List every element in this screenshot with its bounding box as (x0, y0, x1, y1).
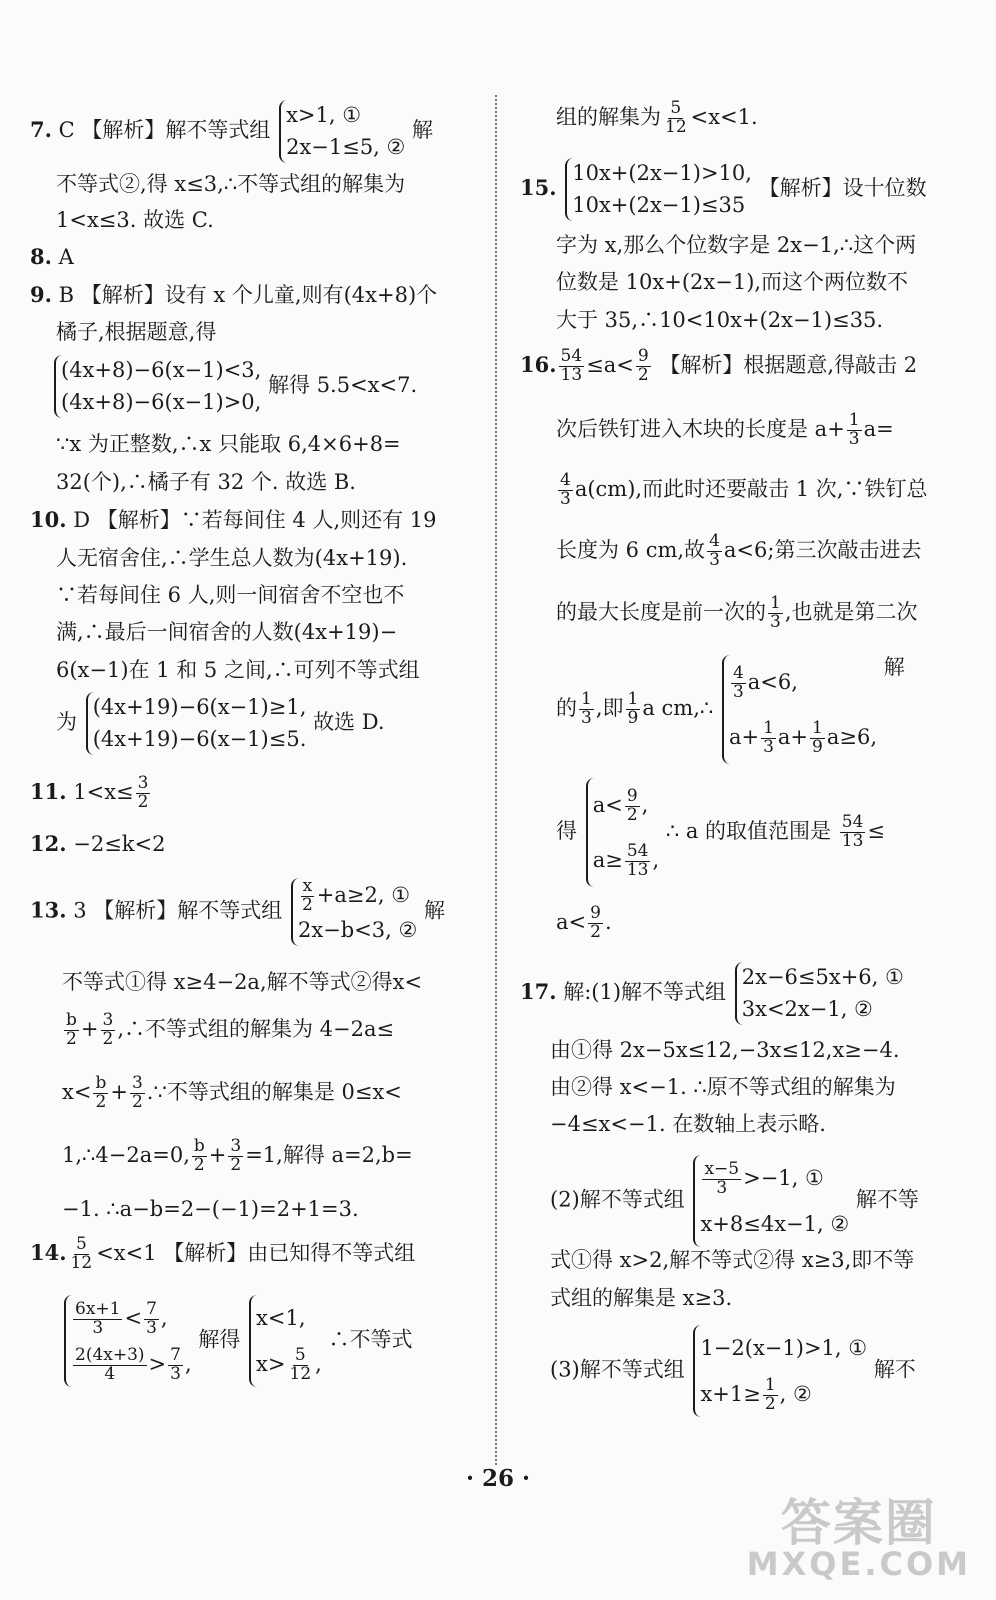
frac-num: 9 (590, 903, 601, 923)
q13-text: 3 【解析】解不等式组 (73, 898, 283, 923)
q17-line2: 由①得 2x−5x≤12,−3x≤12,x≥−4. (550, 1038, 900, 1062)
text: ≤ (867, 819, 885, 844)
q14-number: 14. (30, 1239, 67, 1265)
frac-den: 2 (590, 921, 601, 942)
text: , (641, 793, 649, 817)
text: a<6, (747, 670, 798, 694)
frac-den: 2 (193, 1154, 205, 1175)
q10-line4: 满,∴最后一间宿舍的人数(4x+19)− (56, 620, 398, 644)
q7-ineq2: 2x−1≤5, ② (286, 134, 406, 159)
frac-den: 3 (848, 428, 860, 449)
q17-ineq2: 3x<2x−1, ② (741, 996, 873, 1021)
frac-den: 3 (732, 682, 744, 702)
frac-num: x−5 (704, 1159, 740, 1180)
fraction (130, 1075, 145, 1112)
q8-number: 8. (30, 244, 52, 269)
frac-num: 9 (626, 786, 638, 807)
q10-line5: 6(x−1)在 1 和 5 之间,∴可列不等式组 (56, 658, 420, 682)
q12 (30, 832, 165, 856)
q7-post: 解 (412, 118, 434, 142)
frac-den: 2 (131, 1091, 143, 1112)
text: 组的解集为 (556, 104, 661, 129)
q17-system3 (693, 1325, 867, 1417)
q13-line2: 不等式①得 x≥4−2a,解不等式②得x< (62, 970, 423, 994)
q15-ineq1: 10x+(2x−1)>10, (572, 161, 752, 185)
q10-pre: 为 (56, 710, 77, 734)
frac-num: 1 (770, 593, 781, 613)
text: >−1, ① (743, 1166, 824, 1190)
q14-mid: 解得 (198, 1327, 241, 1352)
q17-line1 (520, 962, 904, 1025)
fraction (810, 717, 825, 757)
q9-solution: 解得 5.5<x<7. (268, 373, 418, 397)
frac-num: 7 (146, 1299, 157, 1320)
q15-text: 【解析】设十位数 (758, 176, 927, 200)
q16-line6 (556, 655, 905, 764)
frac-den: 13 (560, 364, 583, 385)
fraction (840, 814, 866, 851)
frac-den: 3 (146, 1318, 157, 1338)
q12-answer: −2≤k<2 (73, 832, 166, 856)
frac-num: 4 (732, 663, 744, 684)
frac-num: 1 (848, 410, 860, 430)
frac-den: 12 (289, 1364, 312, 1385)
text: 长度为 6 cm,故 (556, 537, 706, 562)
q16-number: 16. (520, 351, 557, 377)
q14-system-line (62, 1295, 413, 1387)
q15-system (565, 158, 752, 221)
frac-den: 13 (626, 859, 649, 880)
q17-number: 17. (520, 979, 557, 1004)
frac-den: 3 (170, 1364, 181, 1385)
frac-num: 4 (709, 531, 720, 551)
fraction (847, 412, 862, 449)
fraction (144, 1301, 159, 1338)
text: 解不 (873, 1357, 916, 1382)
q13-number: 13. (30, 897, 67, 923)
text: x< (62, 1079, 92, 1104)
text: 得 (556, 819, 577, 844)
frac-num: b (66, 1010, 77, 1030)
text: ,∴不等式组的解集为 4−2a≤ (117, 1016, 395, 1041)
q10-number: 10. (30, 507, 67, 532)
text: 的最大长度是前一次的 (556, 599, 766, 624)
text: ≤a< (586, 352, 634, 377)
q17-line4: −4≤x<−1. 在数轴上表示略. (550, 1112, 826, 1136)
fraction (73, 1301, 122, 1338)
frac-num: 54 (841, 812, 864, 833)
fraction (625, 788, 640, 825)
q9-line2: 橘子,根据题意,得 (56, 320, 217, 344)
frac-den: 9 (812, 736, 823, 757)
fraction (558, 472, 573, 509)
q15-ineq2: 10x+(2x−1)≤35 (572, 192, 746, 217)
text: a= (863, 416, 894, 441)
q13-line6: −1. ∴a−b=2−(−1)=2+1=3. (62, 1197, 359, 1221)
q10-line3: ∵若每间住 6 人,则一间宿舍不空也不 (56, 583, 405, 607)
frac-den: 9 (627, 708, 639, 729)
text: x> (256, 1352, 286, 1377)
frac-den: 3 (763, 736, 774, 757)
frac-den: 2 (95, 1091, 107, 1112)
frac-num: 3 (131, 1073, 143, 1093)
frac-den: 3 (716, 1178, 728, 1198)
q17-system1 (735, 962, 904, 1025)
fraction (300, 878, 315, 915)
q16-line5 (556, 595, 918, 632)
watermark-text-bottom: MXQE.COM (746, 1545, 971, 1583)
plus: + (110, 1079, 128, 1104)
q17-ineq1: 2x−6≤5x+6, ① (741, 965, 904, 989)
fraction (588, 905, 603, 942)
q16-line8 (556, 905, 612, 942)
plus: + (80, 1016, 99, 1041)
fraction (626, 691, 641, 728)
fraction (761, 717, 776, 757)
q16-line1 (520, 348, 917, 385)
frac-den: 2 (626, 805, 638, 825)
q15-line4: 大于 35,∴10<10x+(2x−1)≤35. (556, 308, 884, 332)
q9-system (54, 355, 261, 418)
frac-den: 2 (102, 1028, 114, 1049)
comma: , (160, 1306, 168, 1330)
q10-post: 故选 D. (313, 710, 385, 734)
q17-part3 (550, 1325, 916, 1417)
fraction (559, 348, 585, 385)
q14-text: <x<1 【解析】由已知得不等式组 (96, 1240, 416, 1265)
frac-num: x (302, 876, 313, 896)
q16-line2 (556, 412, 894, 449)
fraction (702, 1161, 741, 1198)
plus: + (208, 1142, 227, 1167)
page-number: · 26 · (465, 1465, 531, 1492)
q14-continued (556, 100, 758, 137)
text: 解 (883, 655, 905, 679)
text: (2)解不等式组 (550, 1187, 685, 1212)
fraction (101, 1012, 116, 1049)
frac-den: 13 (841, 831, 864, 852)
q9-ineq1: (4x+8)−6(x−1)<3, (61, 358, 262, 382)
q13-line5 (62, 1138, 413, 1175)
watermark-text-top: 答案圈 (780, 1494, 937, 1552)
frac-num: 1 (763, 717, 774, 738)
q16-result-system (586, 778, 659, 887)
fraction (168, 1347, 183, 1384)
frac-den: 3 (581, 708, 592, 729)
text: a≥6, (826, 724, 877, 749)
fraction (579, 691, 594, 728)
text: , (652, 847, 660, 872)
text: x+8≤4x−1, ② (700, 1212, 850, 1237)
q17-part2 (550, 1155, 919, 1247)
q7-line1 (30, 100, 433, 163)
q13-ineq2: 2x−b<3, ② (297, 917, 418, 942)
q17-part1: 解:(1)解不等式组 (563, 980, 727, 1004)
frac-num: 3 (230, 1136, 242, 1156)
fraction (228, 1138, 243, 1175)
text: 1,∴4−2a=0, (62, 1142, 190, 1167)
frac-den: 2 (66, 1028, 77, 1049)
q8 (30, 245, 74, 269)
frac-den: 12 (70, 1252, 93, 1273)
text: a< (592, 793, 623, 817)
fraction (768, 595, 783, 632)
q9-text: B 【解析】设有 x 个儿童,则有(4x+8)个 (58, 283, 438, 307)
q8-answer: A (58, 245, 74, 269)
frac-den: 2 (230, 1154, 242, 1175)
q10-line2: 人无宿舍住,∴学生总人数为(4x+19). (56, 546, 408, 570)
frac-num: 54 (626, 840, 649, 861)
q16-text: 【解析】根据题意,得敲击 2 (659, 352, 918, 377)
fraction (69, 1236, 95, 1273)
comma: , (315, 1352, 322, 1377)
q7-line3: 1<x≤3. 故选 C. (56, 208, 214, 232)
frac-num: 1 (627, 689, 639, 710)
fraction (763, 1377, 778, 1414)
fraction (73, 1347, 147, 1384)
frac-num: 1 (764, 1375, 776, 1396)
q16-line7 (556, 778, 885, 887)
q12-number: 12. (30, 831, 67, 856)
frac-den: 2 (137, 791, 149, 812)
frac-den: 2 (301, 894, 313, 915)
watermark (746, 1494, 971, 1583)
frac-num: 3 (137, 773, 149, 793)
text: . (604, 909, 612, 934)
text: ∴ a 的取值范围是 (665, 819, 832, 844)
frac-num: 54 (560, 346, 583, 366)
q13-line4 (62, 1075, 402, 1112)
text: =1,解得 a=2,b= (245, 1142, 413, 1167)
q10-system-line (56, 692, 385, 755)
text: a<6;第三次敲击进去 (723, 537, 922, 562)
q15-line3: 位数是 10x+(2x−1),而这个两位数不 (556, 270, 909, 294)
frac-num: 3 (102, 1010, 114, 1030)
text: a(cm),而此时还要敲击 1 次,∵铁钉总 (574, 476, 928, 501)
q14-line1 (30, 1236, 415, 1273)
fraction (707, 533, 722, 570)
q13-ineq1: +a≥2, ① (316, 882, 411, 907)
q10-ineq2: (4x+19)−6(x−1)≤5. (92, 726, 307, 751)
frac-den: 2 (764, 1394, 776, 1415)
q10-text: D 【解析】∵若每间住 4 人,则还有 19 (73, 508, 437, 532)
q10-ineq1: (4x+19)−6(x−1)≥1, (92, 695, 307, 719)
text: ,也就是第二次 (784, 599, 918, 624)
q17-line3: 由②得 x<−1. ∴原不等式组的解集为 (550, 1075, 896, 1099)
q7-line2: 不等式②,得 x≤3,∴不等式组的解集为 (56, 172, 406, 196)
text: a+ (728, 724, 760, 749)
q13-system (291, 878, 417, 946)
text: 解不等 (855, 1187, 919, 1212)
frac-num: 4 (560, 470, 571, 490)
text: (3)解不等式组 (550, 1357, 685, 1382)
fraction (625, 840, 651, 880)
q10-system (86, 692, 307, 755)
frac-den: 4 (104, 1364, 116, 1385)
text: a< (556, 909, 587, 934)
q17-system2 (693, 1155, 849, 1247)
q7-text: C 【解析】解不等式组 (58, 118, 271, 142)
text: 的 (556, 696, 577, 721)
q11-fraction (136, 775, 151, 812)
frac-den: 3 (92, 1318, 104, 1338)
less-than: < (124, 1306, 143, 1330)
frac-num: b (95, 1073, 107, 1093)
text: 1−2(x−1)>1, ① (700, 1336, 868, 1360)
q14-post: ∴不等式 (328, 1327, 413, 1352)
q7-system (279, 100, 405, 163)
fraction (636, 348, 651, 385)
fraction (663, 100, 689, 137)
q10-line1 (30, 508, 437, 532)
text: a cm,∴ (642, 696, 714, 721)
frac-den: 3 (560, 488, 571, 509)
q17-line7: 式组的解集是 x≥3. (550, 1286, 733, 1310)
q16-system (722, 655, 877, 764)
fraction (192, 1138, 207, 1175)
frac-den: 2 (637, 364, 649, 385)
frac-num: b (193, 1136, 205, 1156)
frac-num: 1 (581, 689, 592, 710)
q16-line3 (556, 472, 927, 509)
text: ,即 (595, 696, 624, 721)
frac-den: 3 (770, 611, 781, 632)
frac-num: 1 (812, 717, 823, 738)
text: x+1≥ (700, 1382, 761, 1407)
q14-result-system (249, 1295, 322, 1387)
fraction (731, 665, 746, 702)
q13-line3 (62, 1012, 394, 1049)
text: a≥ (592, 847, 623, 872)
frac-num: 5 (75, 1234, 87, 1254)
q14-system (64, 1295, 192, 1387)
comma: , (184, 1352, 192, 1377)
frac-den: 12 (665, 116, 687, 137)
fraction (93, 1075, 108, 1112)
greater-than: > (148, 1352, 167, 1377)
q7-ineq1: x>1, ① (286, 103, 362, 127)
text: a+ (777, 724, 809, 749)
q9-number: 9. (30, 282, 52, 307)
q13-post: 解 (424, 898, 446, 923)
q9-line4: ∵x 为正整数,∴x 只能取 6,4×6+8= (56, 432, 401, 456)
frac-num: 7 (170, 1345, 181, 1366)
frac-num: 5 (670, 98, 682, 118)
q9-line5: 32(个),∴橘子有 32 个. 故选 B. (56, 470, 356, 494)
q9-ineq2: (4x+8)−6(x−1)>0, (61, 389, 262, 414)
q11-number: 11. (30, 778, 67, 804)
text: <x<1. (690, 104, 758, 129)
text: 次后铁钉进入木块的长度是 a+ (556, 416, 845, 441)
q11-answer: 1<x≤ (73, 779, 134, 804)
q17-line6: 式①得 x>2,解不等式②得 x≥3,即不等 (550, 1248, 915, 1272)
frac-num: 6x+1 (75, 1299, 121, 1320)
fraction (288, 1347, 314, 1384)
text: , ② (779, 1382, 812, 1407)
q15-line2: 字为 x,那么个位数字是 2x−1,∴这个两 (556, 233, 917, 257)
column-divider (495, 95, 497, 1465)
frac-num: 2(4x+3) (75, 1345, 145, 1366)
q7-number: 7. (30, 117, 52, 142)
q13-line1 (30, 878, 445, 946)
frac-num: 5 (294, 1345, 306, 1366)
q15-number: 15. (520, 175, 557, 200)
q9-system-line (52, 355, 417, 418)
q9-line1 (30, 283, 437, 307)
q11 (30, 775, 152, 812)
text: .∵不等式组的解集是 0≤x< (146, 1079, 402, 1104)
frac-num: 9 (637, 346, 649, 366)
frac-den: 3 (709, 549, 720, 570)
q16-line4 (556, 533, 921, 570)
q15-line1 (520, 158, 927, 221)
q14-result1: x<1, (256, 1306, 306, 1330)
fraction (64, 1012, 79, 1049)
